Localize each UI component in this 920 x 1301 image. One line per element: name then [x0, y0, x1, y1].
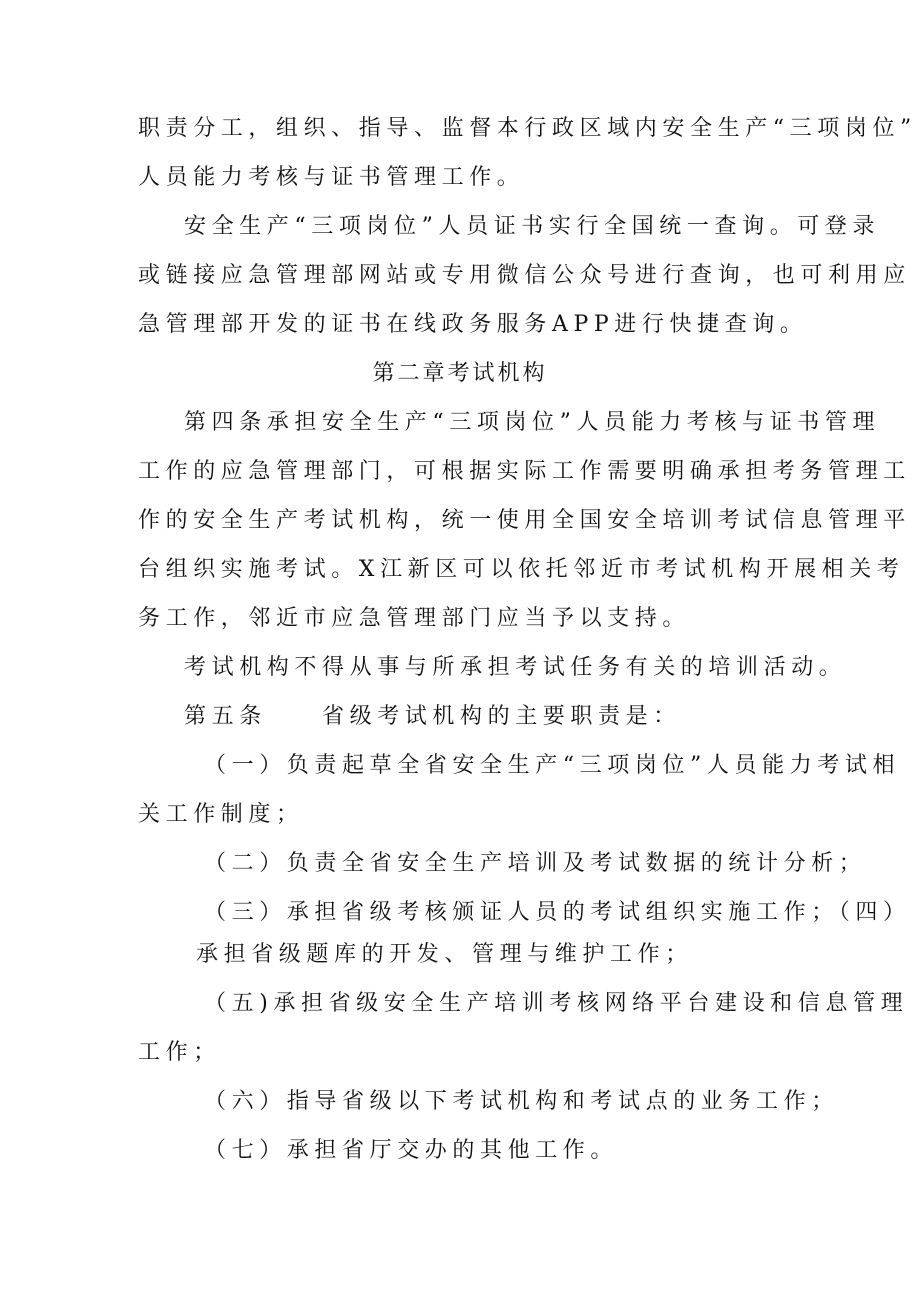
list-item-line: （三）承担省级考核颁证人员的考试组织实施工作；（四） — [204, 900, 911, 925]
article-heading: 第五条 省级考试机构的主要职责是： — [184, 704, 681, 729]
list-item-line: （二）负责全省安全生产培训及考试数据的统计分析； — [204, 851, 867, 876]
list-item-line: （七）承担省厅交办的其他工作。 — [204, 1138, 619, 1163]
list-item-line: 承担省级题库的开发、管理与维护工作； — [196, 942, 693, 967]
paragraph-line: 作的安全生产考试机构，统一使用全国安全培训考试信息管理平 — [138, 508, 911, 533]
paragraph-line: 务工作，邻近市应急管理部门应当予以支持。 — [138, 606, 691, 631]
paragraph-line: 考试机构不得从事与所承担考试任务有关的培训活动。 — [184, 655, 847, 680]
paragraph-line: 职责分工，组织、指导、监督本行政区域内安全生产“三项岗位” — [138, 116, 917, 141]
list-item-line: （五)承担省级安全生产培训考核网络平台建设和信息管理 — [204, 991, 909, 1016]
paragraph-line: 急管理部开发的证书在线政务服务APP进行快捷查询。 — [138, 312, 808, 337]
list-item-line: （六）指导省级以下考试机构和考试点的业务工作； — [204, 1089, 839, 1114]
paragraph-line: 第四条承担安全生产“三项岗位”人员能力考核与证书管理 — [184, 410, 881, 435]
paragraph-line: 或链接应急管理部网站或专用微信公众号进行查询，也可利用应 — [138, 263, 911, 288]
list-item-line: （一）负责起草全省安全生产“三项岗位”人员能力考试相 — [204, 753, 901, 778]
chapter-heading: 第二章考试机构 — [372, 361, 548, 386]
list-item-line: 工作； — [138, 1040, 221, 1065]
paragraph-line: 工作的应急管理部门，可根据实际工作需要明确承担考务管理工 — [138, 459, 911, 484]
paragraph-line: 人员能力考核与证书管理工作。 — [138, 165, 525, 190]
paragraph-line: 安全生产“三项岗位”人员证书实行全国统一查询。可登录 — [184, 214, 881, 239]
list-item-line: 关工作制度； — [138, 802, 304, 827]
paragraph-line: 台组织实施考试。X江新区可以依托邻近市考试机构开展相关考 — [138, 557, 905, 582]
